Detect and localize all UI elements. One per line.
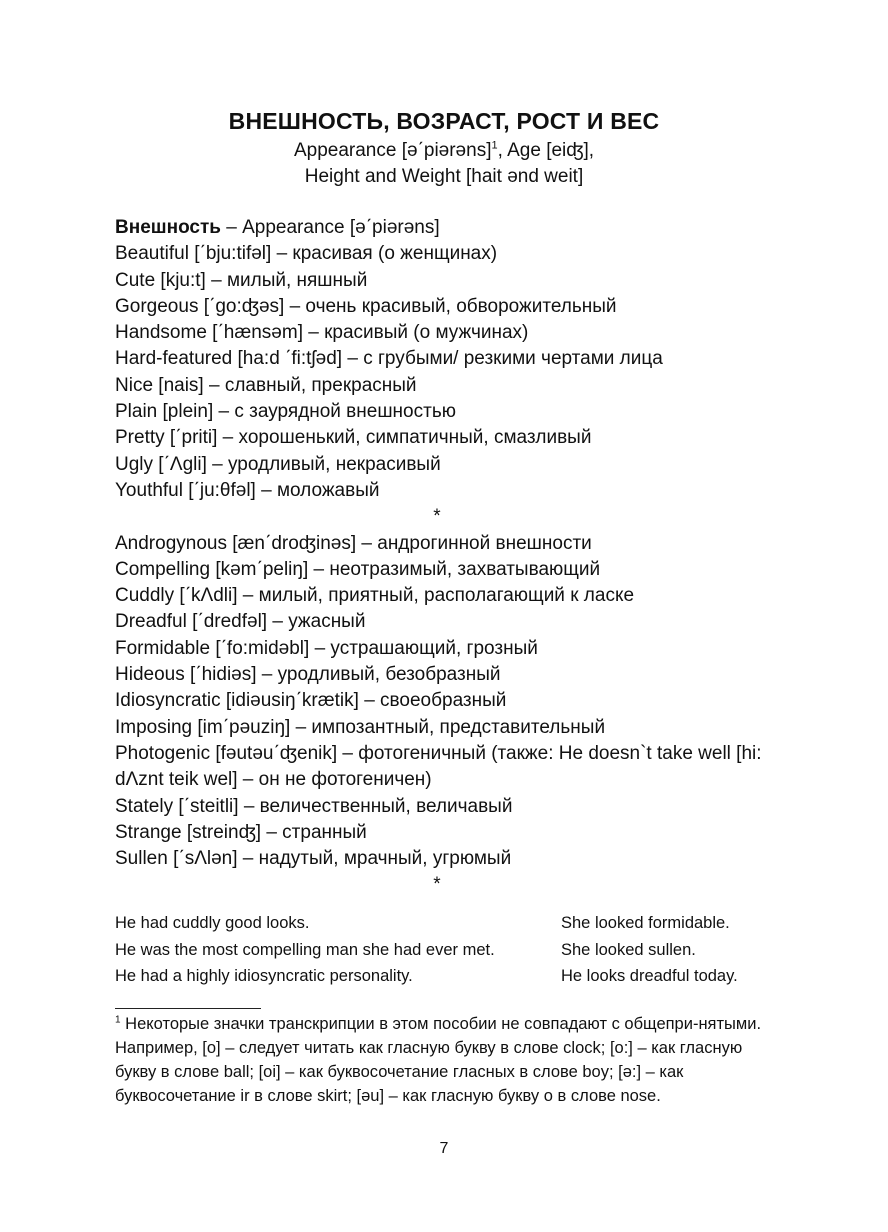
example-left: He had cuddly good looks. [115, 914, 310, 932]
example-row [115, 910, 775, 937]
heading-rest: – Appearance [əˊpiərəns] [220, 217, 440, 238]
footnote [115, 1012, 780, 1108]
title-block [0, 104, 888, 190]
example-left: He had a highly idiosyncratic personality. [115, 967, 413, 985]
vocab-entry: Cuddly [ˊkΛdli] – милый, приятный, располагающий к ласке [115, 585, 635, 607]
subtitle-line-2: Height and Weight [hait ənd weit] [304, 166, 584, 187]
heading-bold: Внешность [115, 217, 221, 238]
vocab-entry: Hard-featured [ha:d ˊfi:tʃəd] – с грубыми/ резкими чертами лица [115, 348, 663, 370]
vocab-entry: Photogenic [fəutəuˊʤenik] – фотогеничный (также: He doesn`t take well [hi: dΛznt teik wel] – он не фотогеничен) [115, 742, 762, 791]
vocab-entry: Pretty [ˊpriti] – хорошенький, симпатичный, смазливый [115, 427, 592, 449]
vocab-entry: Sullen [ˊsΛlən] – надутый, мрачный, угрюмый [115, 848, 512, 870]
example-right: He looks dreadful today. [561, 967, 738, 985]
vocab-entry: Imposing [imˊpəuziŋ] – импозантный, представительный [115, 716, 606, 738]
vocab-entry: Handsome [ˊhænsəm] – красивый (о мужчинах) [115, 322, 529, 344]
vocab-entry: Ugly [ˊΛgli] – уродливый, некрасивый [115, 453, 441, 475]
example-row [115, 963, 775, 990]
page-number: 7 [439, 1140, 449, 1157]
vocab-entry: Idiosyncratic [idiəusiŋˊkrætik] – своеобразный [115, 690, 507, 712]
example-right: She looked sullen. [561, 940, 696, 959]
subtitle-age: , Age [eiʤ], [497, 140, 595, 161]
subtitle-line-1 [0, 138, 888, 164]
vocab-entry: Youthful [ˊju:θfəl] – моложавый [115, 479, 380, 501]
vocab-entry: Androgynous [ænˊdroʤinəs] – андрогинной внешности [115, 532, 592, 554]
separator-asterisk: * [433, 874, 441, 896]
example-left: He was the most compelling man she had ever met. [115, 940, 495, 959]
example-sentences [115, 910, 775, 990]
footnote-text: Некоторые значки транскрипции в этом пособии не совпадают с общепри-нятыми. Например, [o] – следует читать как гласную букву в слове clock; [o:] – как гласную букву в слове ball; [oi] – как буквосочетание гласных в слове boy; [ə:] – как буквосочетание ir в слове skirt; [əu] – как гласную букву o в слове nose. [115, 1015, 762, 1105]
vocab-entry: Gorgeous [ˊgo:ʤəs] – очень красивый, обворожительный [115, 295, 617, 317]
vocab-entry: Plain [plein] – с заурядной внешностью [115, 401, 456, 423]
vocab-entry: Formidable [ˊfo:midəbl] – устрашающий, грозный [115, 637, 538, 659]
vocab-entry: Hideous [ˊhidiəs] – уродливый, безобразный [115, 664, 501, 686]
footnote-marker: 1 [115, 1014, 121, 1026]
vocabulary-list [115, 215, 775, 899]
page-title: ВНЕШНОСТЬ, ВОЗРАСТ, РОСТ И ВЕС [228, 108, 660, 134]
footnote-reference[interactable]: 1 [491, 139, 498, 152]
vocab-entry: Compelling [kəmˊpeliŋ] – неотразимый, захватывающий [115, 558, 601, 580]
vocab-entry: Cute [kju:t] – милый, няшный [115, 269, 368, 291]
vocab-entry: Nice [nais] – славный, прекрасный [115, 374, 417, 396]
vocab-entry: Dreadful [ˊdredfəl] – ужасный [115, 611, 366, 633]
vocab-entry: Strange [streinʤ] – странный [115, 821, 367, 843]
section-heading-appearance [115, 215, 775, 241]
example-row [115, 937, 775, 964]
subtitle-appearance: Appearance [əˊpiərəns] [293, 140, 492, 161]
example-right: She looked formidable. [561, 914, 730, 932]
footnote-divider [115, 1008, 261, 1009]
separator-asterisk: * [433, 506, 441, 528]
vocab-entry: Stately [ˊsteitli] – величественный, величавый [115, 795, 513, 817]
vocab-entry: Beautiful [ˊbju:tifəl] – красивая (о женщинах) [115, 243, 498, 265]
